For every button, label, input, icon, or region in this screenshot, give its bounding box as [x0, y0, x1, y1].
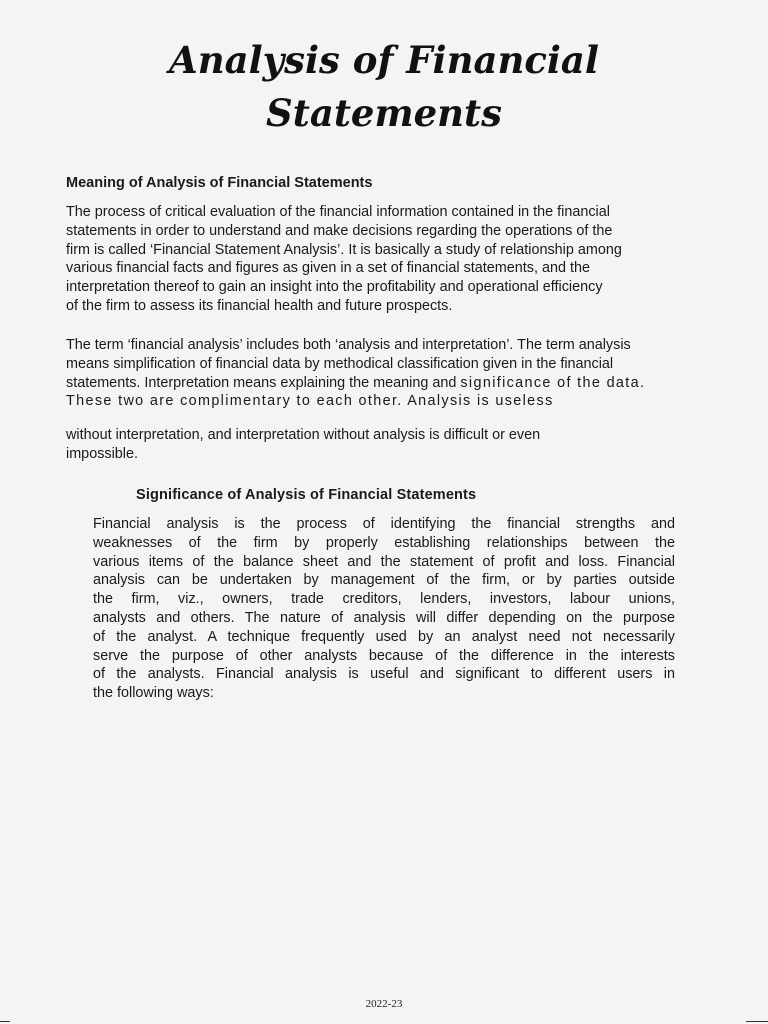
crop-mark-left	[0, 1021, 10, 1022]
text-line: The term ‘financial analysis’ includes both ‘analysis and interpretation’. The term analysis	[66, 337, 631, 353]
text-line: analysis can be undertaken by management of the firm, or by parties outside	[93, 572, 675, 589]
text-line: These two are complimentary to each other. Analysis is useless	[66, 393, 554, 410]
paragraph-meaning-3	[66, 426, 540, 464]
text-line: the following ways:	[93, 685, 214, 702]
title-line: Statements	[266, 91, 502, 135]
text-line: the firm, viz., owners, trade creditors, lenders, investors, labour unions,	[93, 591, 675, 608]
crop-mark-right	[746, 1021, 768, 1022]
paragraph-meaning-1	[66, 203, 622, 316]
text-segment-spaced: significance of the data.	[460, 374, 646, 391]
text-line: firm is called ‘Financial Statement Analysis’. It is basically a study of relationship among	[66, 241, 622, 258]
section-heading-meaning: Meaning of Analysis of Financial Statements	[66, 175, 373, 191]
text-line: of the analyst. A technique frequently used by an analyst need not necessarily	[93, 628, 675, 645]
text-line: various financial facts and figures as given in a set of financial statements, and the	[66, 260, 590, 277]
text-line: Financial analysis is the process of identifying the financial strengths and	[93, 516, 675, 532]
text-line: without interpretation, and interpretation without analysis is difficult or even	[66, 427, 541, 443]
paragraph-meaning-2	[66, 336, 645, 411]
text-line: means simplification of financial data by methodical classification given in the financial	[66, 355, 614, 372]
text-line: impossible.	[66, 445, 138, 462]
title-line: Analysis of Financial	[169, 38, 599, 82]
text-line: various items of the balance sheet and the statement of profit and loss. Financial	[93, 553, 675, 570]
text-line: of the firm to assess its financial health and future prospects.	[66, 297, 453, 314]
text-line: analysts and others. The nature of analysis will differ depending on the purpose	[93, 609, 675, 626]
page-footer-year: 2022-23	[365, 998, 403, 1010]
paragraph-significance	[93, 515, 675, 703]
text-line: The process of critical evaluation of the financial information contained in the financial	[66, 204, 610, 220]
text-line: serve the purpose of other analysts because of the difference in the interests	[93, 647, 675, 664]
text-line	[66, 374, 645, 393]
text-line: interpretation thereof to gain an insight into the profitability and operational efficiency	[66, 279, 603, 296]
text-segment: statements. Interpretation means explaining the meaning and	[66, 374, 461, 391]
page-title	[0, 34, 768, 140]
section-heading-significance: Significance of Analysis of Financial Statements	[136, 487, 477, 503]
text-line: weaknesses of the firm by properly establishing relationships between the	[93, 534, 675, 551]
text-line: statements in order to understand and make decisions regarding the operations of the	[66, 222, 613, 239]
text-line: of the analysts. Financial analysis is useful and significant to different users in	[93, 666, 675, 683]
